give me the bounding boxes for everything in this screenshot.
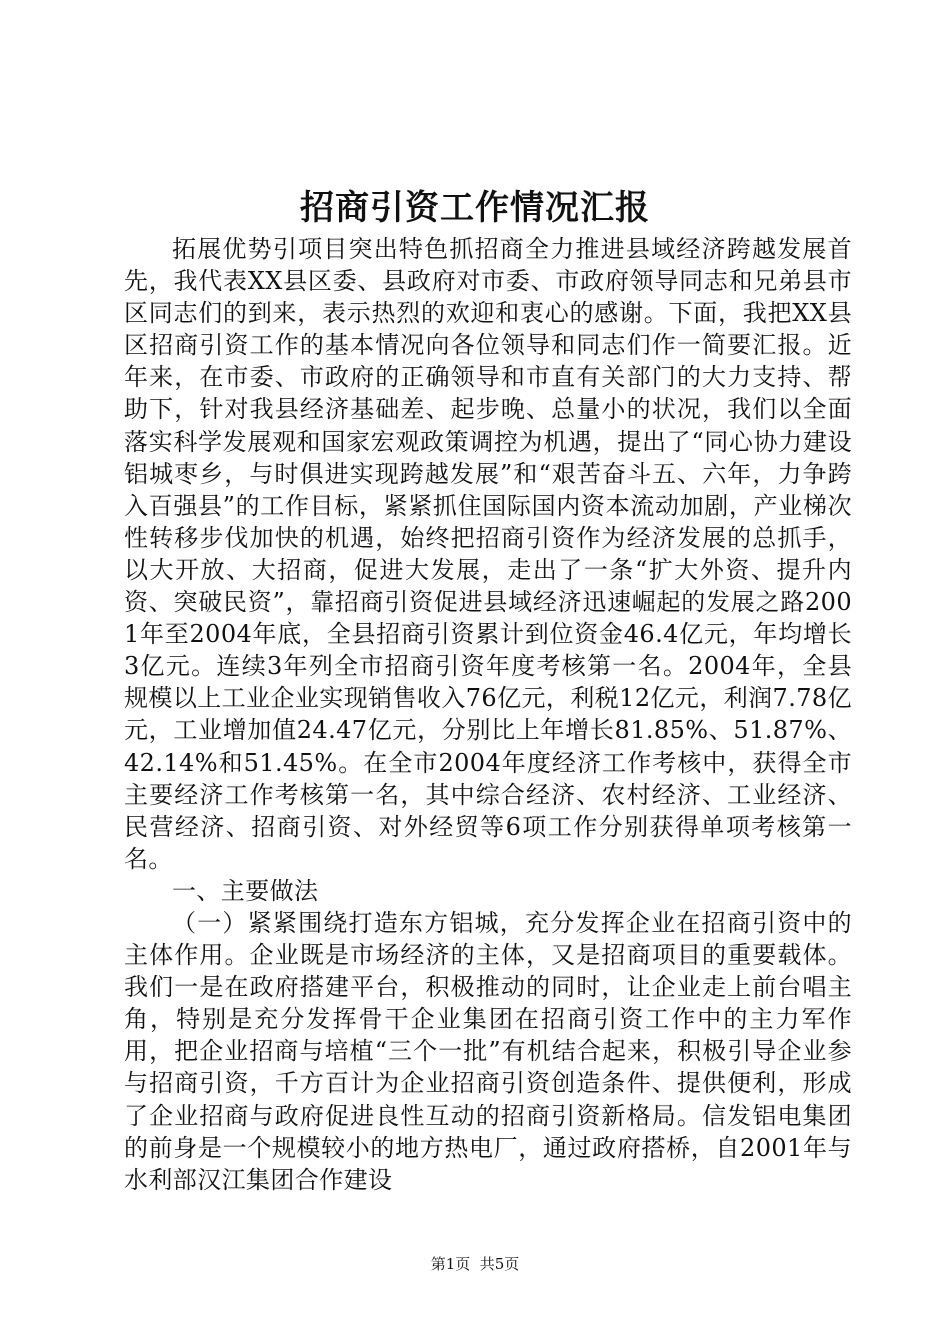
body-paragraph: （一）紧紧围绕打造东方铝城，充分发挥企业在招商引资中的主体作用。企业既是市场经济的主体，又是招商项目的重要载体。我们一是在政府搭建平台，积极推动的同时，让企业走上前台唱主角，特别是充分发挥骨干企业集团在招商引资工作中的主力军作用，把企业招商与培植“三个一批”有机结合起来，积极引导企业参与招商引资，千方百计为企业招商引资创造条件、提供便利，形成了企业招商与政府促进良性互动的招商引资新格局。信发铝电集团的前身是一个规模较小的地方热电厂，通过政府搭桥，自2001年与水利部汉江集团合作建设 (124, 908, 852, 1194)
section-heading: 一、主要做法 (172, 876, 319, 905)
document-body (124, 233, 852, 1196)
page-footer (0, 1252, 950, 1276)
document-title: 招商引资工作情况汇报 (300, 188, 650, 228)
body-paragraph: 拓展优势引项目突出特色抓招商全力推进县域经济跨越发展首先，我代表XX县区委、县政府对市委、市政府领导同志和兄弟县市区同志们的到来，表示热烈的欢迎和衷心的感谢。下面，我把XX县区招商引资工作的基本情况向各位领导和同志们作一简要汇报。近年来，在市委、市政府的正确领导和市直有关部门的大力支持、帮助下，针对我县经济基础差、起步晚、总量小的状况，我们以全面落实科学发展观和国家宏观政策调控为机遇，提出了“同心协力建设铝城枣乡，与时俱进实现跨越发展”和“艰苦奋斗五、六年，力争跨入百强县”的工作目标，紧紧抓住国际国内资本流动加剧，产业梯次性转移步伐加快的机遇，始终把招商引资作为经济发展的总抓手，以大开放、大招商，促进大发展，走出了一条“扩大外资、提升内资、突破民资”，靠招商引资促进县域经济迅速崛起的发展之路2001年至2004年底，全县招商引资累计到位资金46.4亿元，年均增长3亿元。连续3年列全市招商引资年度考核第一名。2004年，全县规模以上工业企业实现销售收入76亿元，利税12亿元，利润7.78亿元，工业增加值24.47亿元，分别比上年增长81.85%、51.87%、42.14%和51.45%。在全市2004年度经济工作考核中，获得全市主要经济工作考核第一名，其中综合经济、农村经济、工业经济、民营经济、招商引资、对外经贸等6项工作分别获得单项考核第一名。 (124, 235, 852, 873)
page-number-label: 第1页 共5页 (430, 1255, 520, 1273)
